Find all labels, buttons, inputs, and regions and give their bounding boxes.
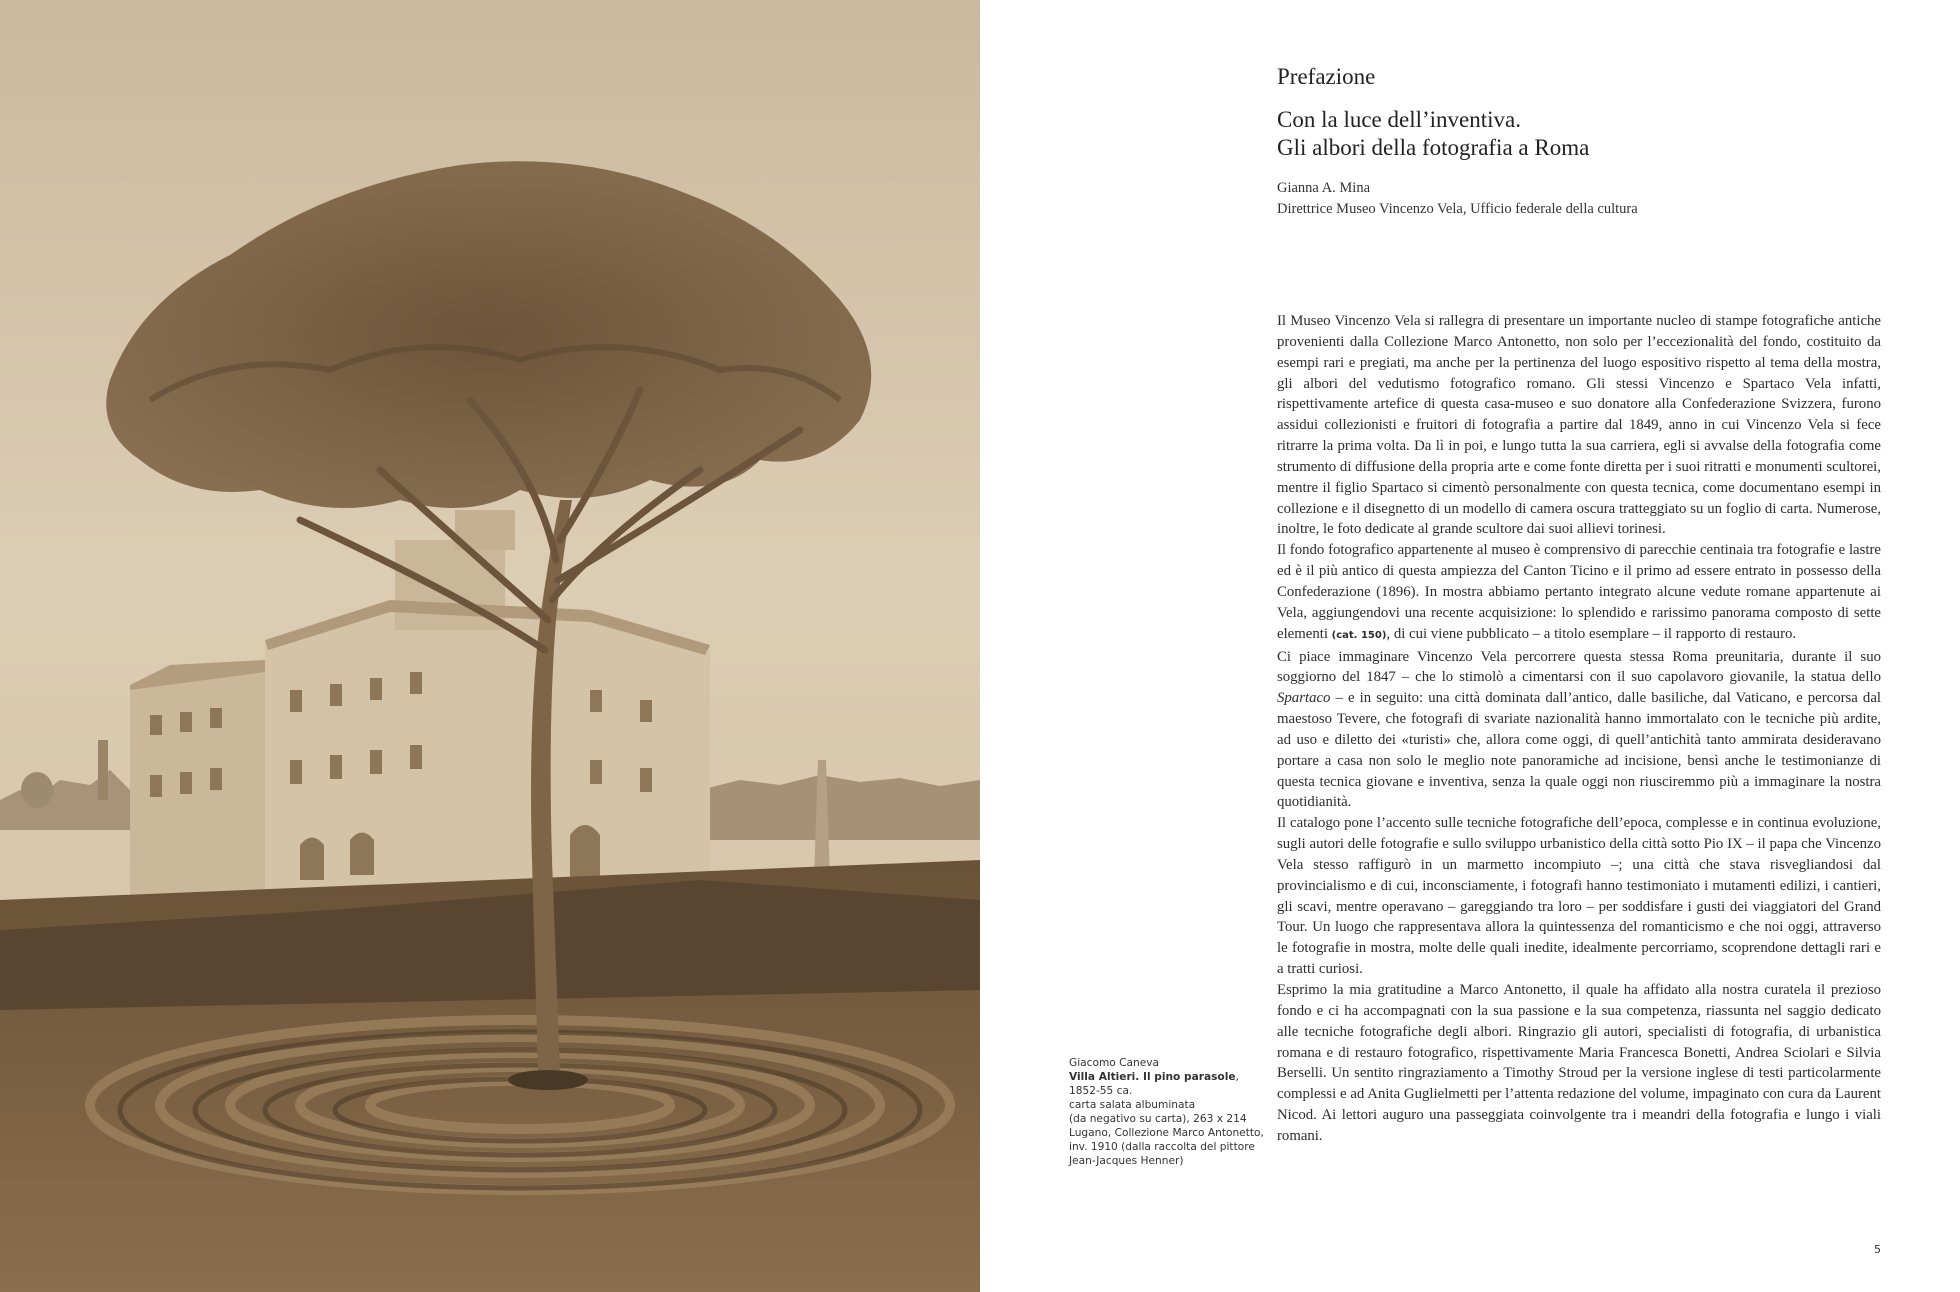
page-number: 5 [1874,1243,1881,1256]
photo-caption [1069,1056,1269,1168]
caption-collection: Lugano, Collezione Marco Antonetto, [1069,1127,1264,1139]
paragraph-3 [1277,647,1881,814]
page-title-line-2: Gli albori della fotografia a Roma [1277,135,1590,160]
paragraph-3-italic: Spartaco [1277,690,1331,707]
author-name: Gianna A. Mina [1277,180,1371,196]
caption-date: 1852-55 ca. [1069,1085,1133,1097]
paragraph-3-text-a: Ci piace immaginare Vincenzo Vela percorrere questa stessa Roma preunitaria, durante il suo soggiorno del 1847 – che lo stimolò a cimentarsi con il suo capolavoro giovanile, la statua dello [1277,648,1881,686]
page-title-line-1: Con la luce dell’inventiva. [1277,107,1521,132]
paragraph-3-text-b: – e in seguito: una città dominata dall’antico, dalle basiliche, dal Vaticano, e percorsa dal maestoso Tevere, che fotografi di svariate nazionalità hanno immortalato con le tecniche più ardite, ad uso e diletto dei «turisti» che, allora come oggi, di quell’antichità tanto ammirata desideravano portare a casa non solo le meglio note panoramiche ad incisione, bensì anche le testimonianze di questa tecnica giovane e inventiva, senza la quale oggi non riusciremmo più a immaginare la nostra quotidianità. [1277,690,1882,811]
paragraph-4: Il catalogo pone l’accento sulle tecniche fotografiche dell’epoca, complesse e in continua evoluzione, sugli autori delle fotografie e sullo sviluppo urbanistico della città sotto Pio IX – il papa che Vincenzo Vela stesso raffigurò in un marmetto incompiuto –; una città che stava risvegliandosi dal provincialismo e di cui, inconsciamente, i fotografi hanno testimoniato i mutamenti edilizi, i cantieri, gli scavi, mentre operavano – gareggiando tra loro – per soddisfare i gusti dei viaggiatori del Grand Tour. Un luogo che rappresentava allora la quintessenza del romanticismo e che noi oggi, attraverso le fotografie in mostra, molte delle quali inedite, idealmente percorriamo, scoprendone dettagli rari e a tratti curiosi. [1277,815,1881,978]
author-role: Direttrice Museo Vincenzo Vela, Ufficio federale della cultura [1277,201,1638,217]
caption-technique: carta salata albuminata [1069,1099,1196,1111]
section-kicker: Prefazione [1277,64,1376,89]
caption-inventory: inv. 1910 (dalla raccolta del pittore [1069,1141,1255,1153]
caption-title [1069,1070,1269,1084]
caption-title-bold: Villa Altieri. Il pino parasole [1069,1071,1236,1083]
paragraph-2 [1277,540,1881,646]
caption-provenance: Jean-Jacques Henner) [1069,1155,1184,1167]
caption-title-suffix: , [1235,1071,1239,1083]
paragraph-1: Il Museo Vincenzo Vela si rallegra di presentare un importante nucleo di stampe fotografiche antiche provenienti dalla Collezione Marco Antonetto, non solo per l’eccezionalità del fondo, costituito da esempi rari e pregiati, ma anche per la pertinenza del luogo espositivo rispetto al tema della mostra, gli albori del vedutismo fotografico romano. Gli stessi Vincenzo e Spartaco Vela infatti, rispettivamente artefice di questa casa-museo e suo donatore alla Confederazione Svizzera, furono assidui collezionisti e fruitori di fotografia a partire dal 1849, anno in cui Vincenzo Vela si fece ritrarre la prima volta. Da lì in poi, e lungo tutta la sua carriera, egli si avvalse della fotografia come strumento di diffusione della propria arte e come fonte diretta per i suoi ritratti e monumenti scultorei, mentre il figlio Spartaco si cimentò personalmente con questa tecnica, come documentano esempi in collezione e il disegnetto di un modello di camera oscura tratteggiato su un foglio di carta. Numerose, inoltre, le foto dedicate al grande scultore dai suoi allievi torinesi. [1277,313,1881,538]
paragraph-5: Esprimo la mia gratitudine a Marco Antonetto, il quale ha affidato alla nostra curatela il prezioso fondo e ci ha accompagnati con la sua passione e la sua competenza, riassunta nel saggio dedicato alle tecniche fotografiche degli albori. Ringrazio gli autori, specialisti di fotografia, di urbanistica romana e di restauro fotografico, rispettivamente Maria Francesca Bonetti, Andrea Sciolari e Silvia Berselli. Un sentito ringraziamento a Timothy Stroud per la versione inglese di testi particolarmente complessi e ad Anita Guglielmetti per l’attenta redazione del volume, impaginato con cura da Laurent Nicod. Ai lettori auguro una passeggiata coinvolgente tra i meandri della fotografia e lungo i viali romani. [1277,982,1881,1144]
author-block [1277,178,1638,220]
paragraph-2-text-b: , di cui viene pubblicato – a titolo esemplare – il rapporto di restauro. [1386,625,1797,642]
paragraph-2-text-a: Il fondo fotografico appartenente al museo è comprensivo di parecchie centinaia tra fotografie e lastre ed è il più antico di questa ampiezza del Canton Ticino e il primo ad essere entrato in possesso della Confederazione (1896). In mostra abbiamo pertanto integrato alcune vedute romane appartenute ai Vela, aggiungendovi una recente acquisizione: lo splendido e rarissimo panorama composto di sette elementi [1277,542,1881,642]
caption-technique-note: (da negativo su carta), 263 x 214 [1069,1113,1247,1125]
body-text [1277,311,1881,1147]
page-title [1277,106,1589,162]
caption-photographer: Giacomo Caneva [1069,1057,1160,1069]
catalogue-reference: (cat. 150) [1331,629,1387,641]
